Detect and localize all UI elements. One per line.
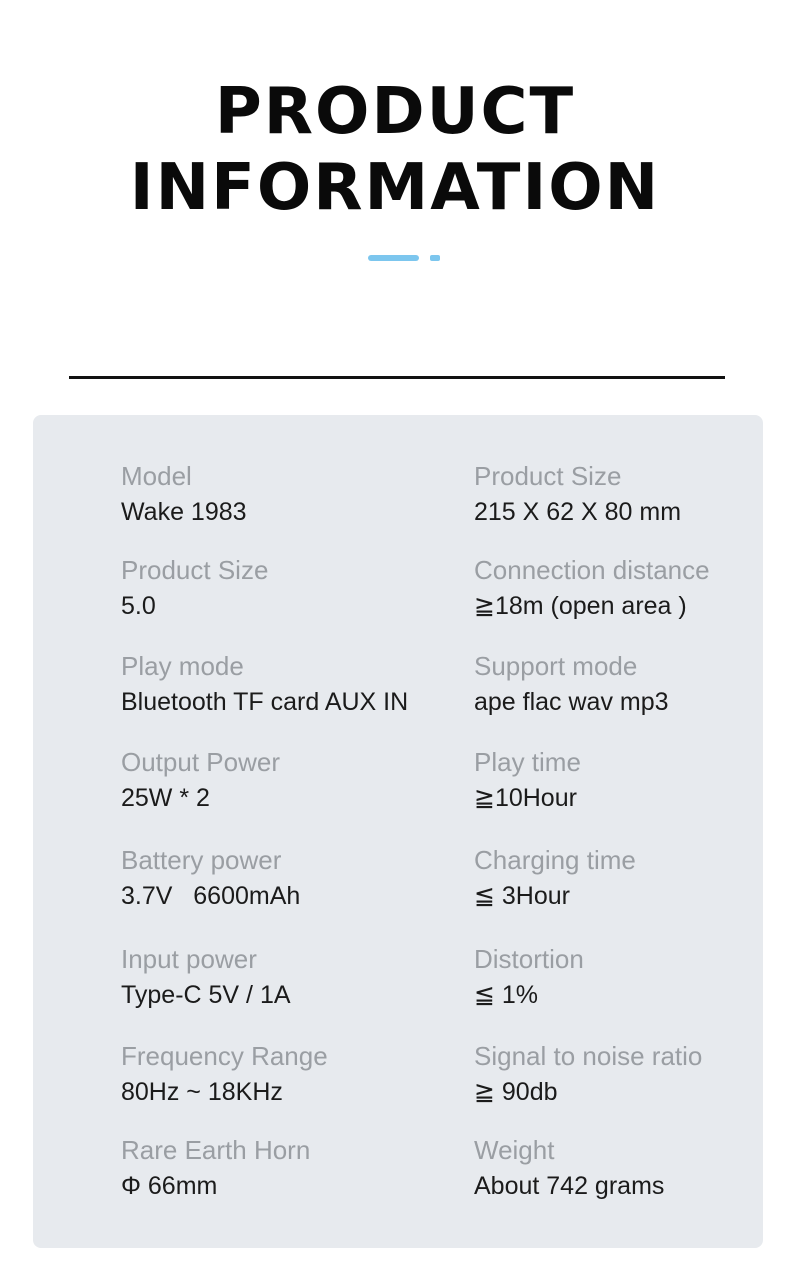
spec-signal-to-noise xyxy=(474,1040,702,1108)
spec-weight xyxy=(474,1134,664,1202)
spec-frequency-range xyxy=(121,1040,328,1108)
spec-product-dimensions xyxy=(474,460,681,528)
spec-charging-time xyxy=(474,844,636,912)
spec-value: About 742 grams xyxy=(474,1172,665,1200)
title-accent-bar xyxy=(368,255,419,261)
spec-label: Charging time xyxy=(474,845,636,875)
spec-play-time xyxy=(474,746,581,814)
spec-label: Rare Earth Horn xyxy=(121,1135,311,1165)
spec-value: 215 X 62 X 80 mm xyxy=(474,498,682,526)
spec-label: Input power xyxy=(121,944,257,974)
spec-value: ≦ 3Hour xyxy=(474,882,570,910)
spec-bluetooth-version xyxy=(121,554,268,622)
title-accent-dot xyxy=(430,255,440,261)
spec-value: Type-C 5V / 1A xyxy=(121,981,291,1009)
spec-label: Play time xyxy=(474,747,581,777)
spec-value: ≧10Hour xyxy=(474,784,577,812)
spec-value: Wake 1983 xyxy=(121,498,247,526)
spec-support-mode xyxy=(474,650,669,718)
spec-output-power xyxy=(121,746,280,814)
spec-value: Φ 66mm xyxy=(121,1172,218,1200)
spec-connection-distance xyxy=(474,554,710,622)
spec-rare-earth-horn xyxy=(121,1134,310,1202)
spec-play-mode xyxy=(121,650,408,718)
spec-value: ≦ 1% xyxy=(474,981,539,1009)
page-title-line-1: PRODUCT xyxy=(214,75,576,149)
spec-model xyxy=(121,460,247,528)
spec-label: Battery power xyxy=(121,845,282,875)
spec-battery-power xyxy=(121,844,300,912)
spec-label: Product Size xyxy=(474,461,622,491)
page-title-line-2: INFORMATION xyxy=(129,151,661,225)
spec-label: Play mode xyxy=(121,651,244,681)
spec-value: ape flac wav mp3 xyxy=(474,688,669,716)
section-divider xyxy=(69,376,725,379)
spec-value: 80Hz ~ 18KHz xyxy=(121,1078,283,1106)
spec-distortion xyxy=(474,943,584,1011)
spec-input-power xyxy=(121,943,291,1011)
spec-value: 5.0 xyxy=(121,592,156,620)
spec-label: Frequency Range xyxy=(121,1041,328,1071)
spec-label: Signal to noise ratio xyxy=(474,1041,703,1071)
spec-value: ≧18m (open area ) xyxy=(474,592,687,620)
spec-label: Output Power xyxy=(121,747,280,777)
spec-panel xyxy=(33,415,763,1248)
spec-label: Product Size xyxy=(121,555,269,585)
spec-value: 3.7V 6600mAh xyxy=(121,882,301,910)
spec-value: Bluetooth TF card AUX IN xyxy=(121,688,409,716)
spec-label: Support mode xyxy=(474,651,638,681)
spec-label: Model xyxy=(121,461,192,491)
spec-label: Connection distance xyxy=(474,555,710,585)
spec-value: 25W * 2 xyxy=(121,784,210,812)
spec-label: Distortion xyxy=(474,944,584,974)
spec-label: Weight xyxy=(474,1135,555,1165)
spec-value: ≧ 90db xyxy=(474,1078,558,1106)
